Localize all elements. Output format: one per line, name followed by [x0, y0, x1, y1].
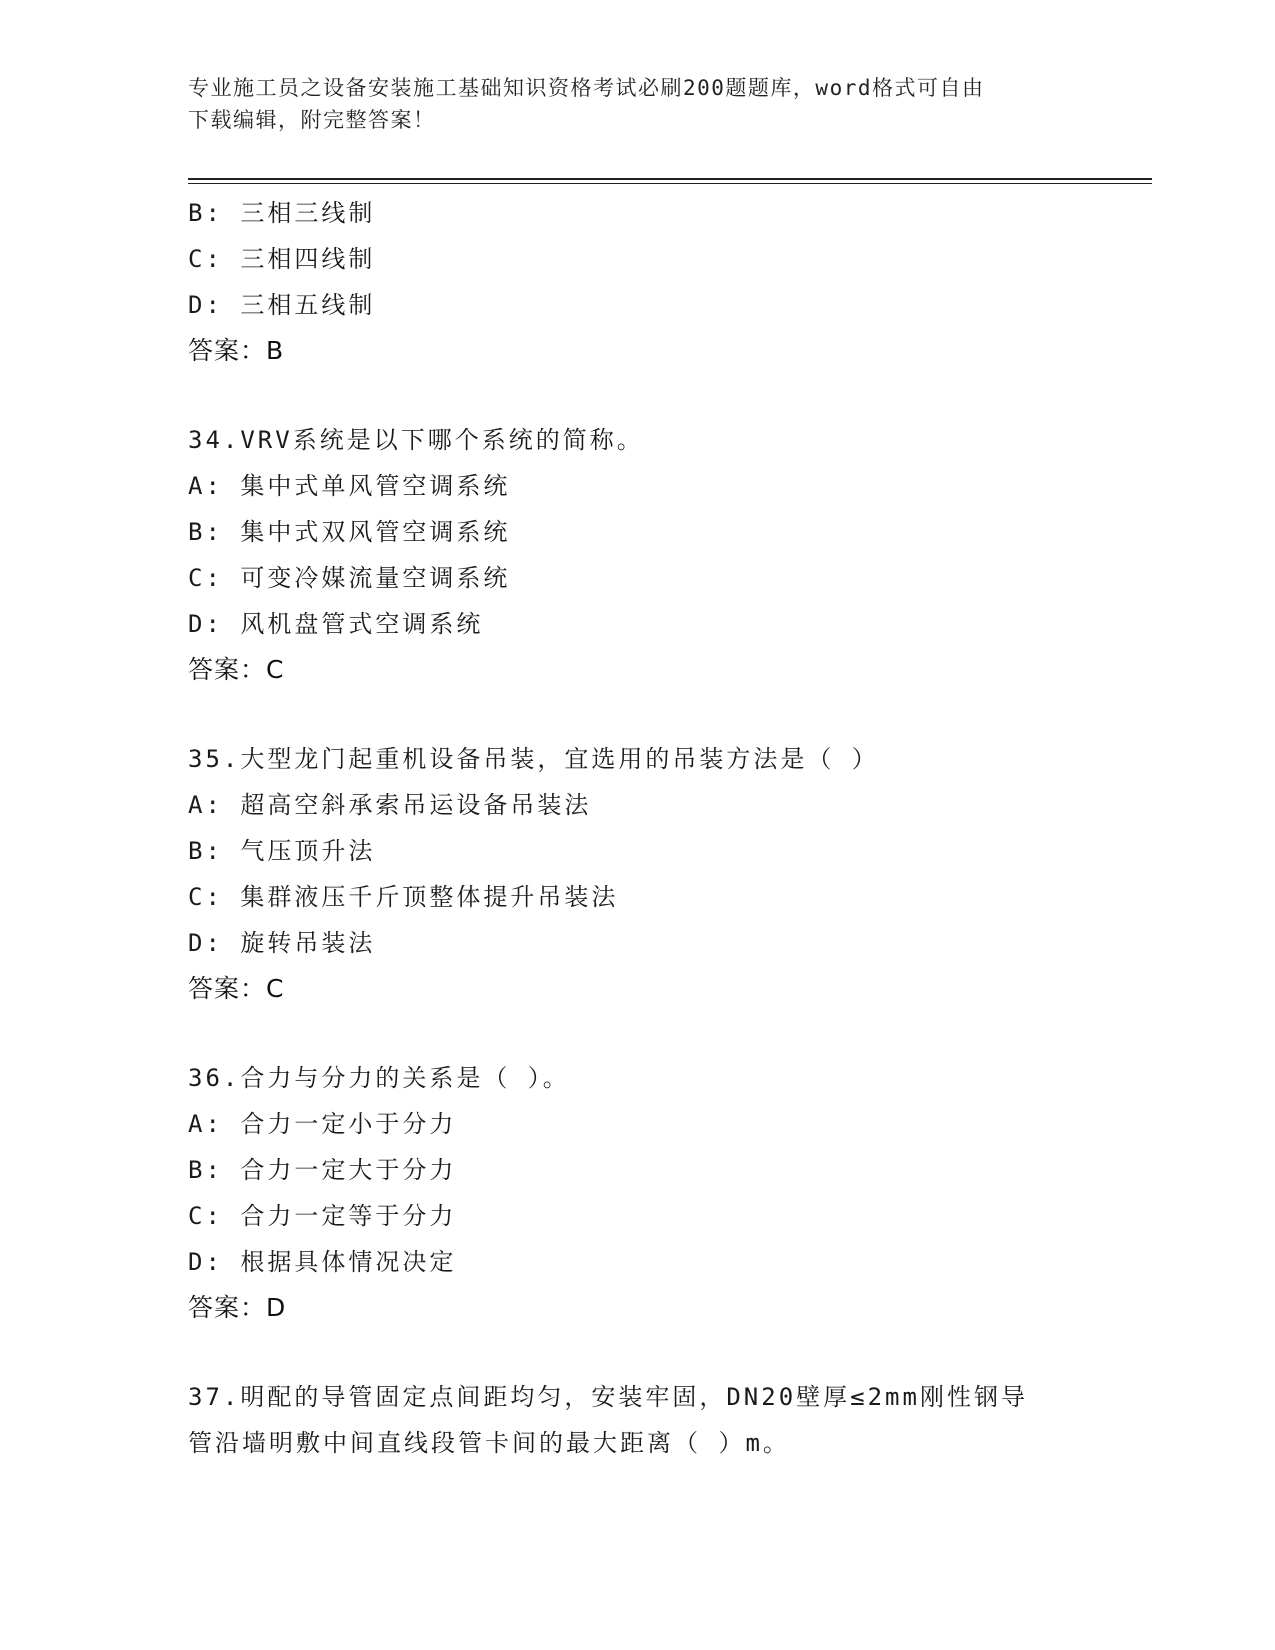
option-a: A: 合力一定小于分力 [188, 1110, 457, 1138]
option-c: C: 可变冷媒流量空调系统 [188, 564, 511, 592]
question-33-continued [188, 190, 1088, 374]
option-b: B: 合力一定大于分力 [188, 1156, 457, 1184]
option-a: A: 超高空斜承索吊运设备吊装法 [188, 791, 592, 819]
option-b: B: 三相三线制 [188, 199, 376, 227]
question-36 [188, 1055, 1088, 1331]
option-d: D: 三相五线制 [188, 291, 376, 319]
header-divider-thin [188, 183, 1152, 184]
option-b: B: 气压顶升法 [188, 837, 376, 865]
answer-line: 答案：D [188, 1293, 287, 1322]
question-stem-line-1: 37.明配的导管固定点间距均匀，安装牢固，DN20壁厚≤2mm刚性钢导 [188, 1383, 1028, 1411]
option-b: B: 集中式双风管空调系统 [188, 518, 511, 546]
question-37 [188, 1374, 1088, 1466]
option-d: D: 根据具体情况决定 [188, 1248, 457, 1276]
option-d: D: 风机盘管式空调系统 [188, 610, 484, 638]
answer-line: 答案：B [188, 336, 285, 365]
answer-line: 答案：C [188, 974, 285, 1003]
question-34 [188, 417, 1088, 693]
answer-line: 答案：C [188, 655, 285, 684]
option-d: D: 旋转吊装法 [188, 929, 376, 957]
document-header [188, 72, 1088, 136]
header-line-2: 下载编辑，附完整答案！ [188, 108, 436, 132]
question-stem: 35.大型龙门起重机设备吊装，宜选用的吊装方法是（ ） [188, 745, 879, 773]
question-stem: 36.合力与分力的关系是（ ）。 [188, 1064, 570, 1092]
question-stem: 34.VRV系统是以下哪个系统的简称。 [188, 426, 644, 454]
option-c: C: 合力一定等于分力 [188, 1202, 457, 1230]
option-c: C: 集群液压千斤顶整体提升吊装法 [188, 883, 619, 911]
option-c: C: 三相四线制 [188, 245, 376, 273]
question-35 [188, 736, 1088, 1012]
question-stem-line-2: 管沿墙明敷中间直线段管卡间的最大距离（ ）m。 [188, 1429, 790, 1457]
option-a: A: 集中式单风管空调系统 [188, 472, 511, 500]
document-body [188, 190, 1088, 1466]
header-line-1: 专业施工员之设备安装施工基础知识资格考试必刷200题题库，word格式可自由 [188, 76, 985, 100]
header-divider-thick [188, 178, 1152, 180]
